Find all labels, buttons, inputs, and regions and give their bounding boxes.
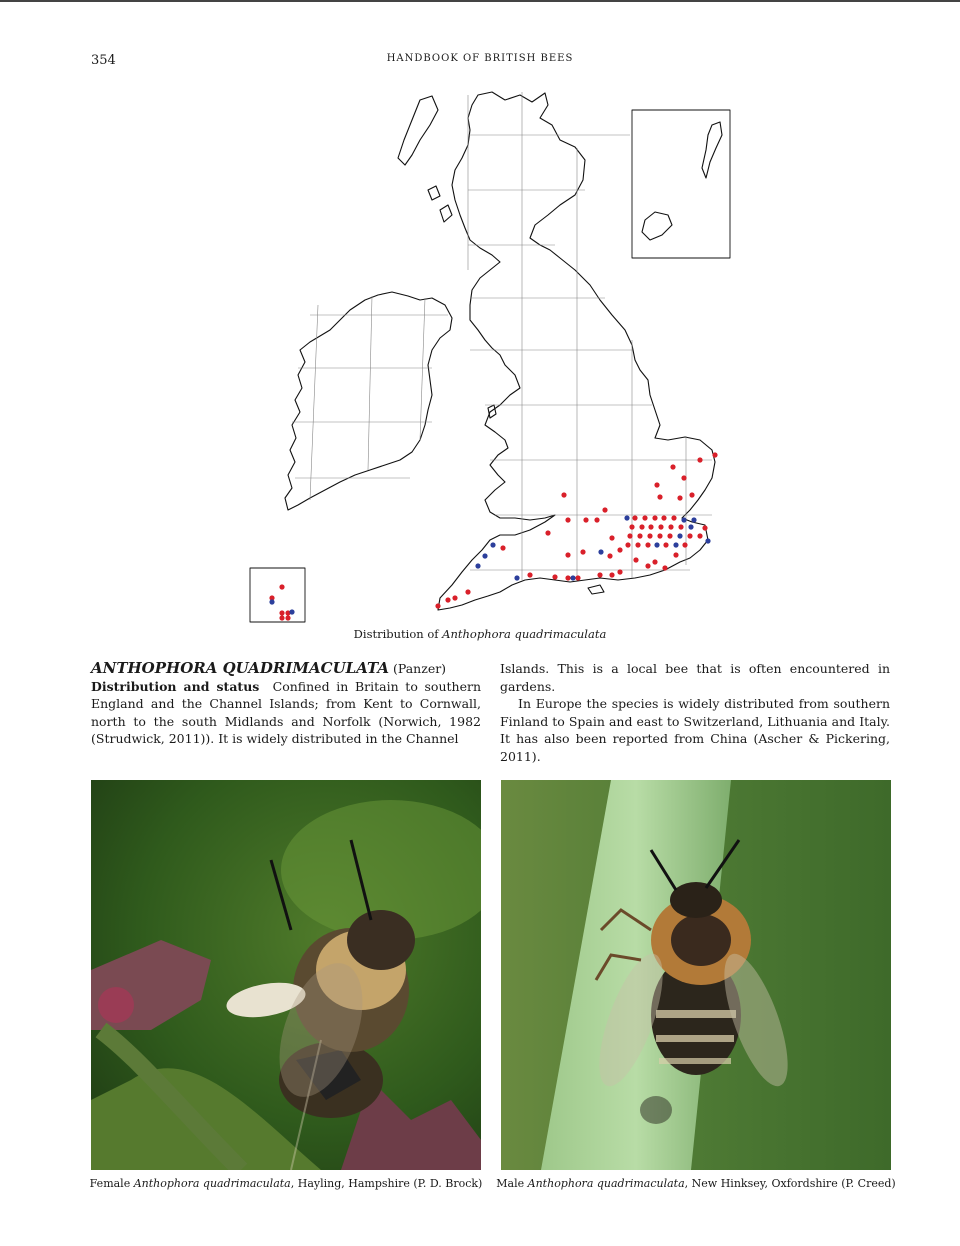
record-dot xyxy=(269,599,274,604)
species-name: ANTHOPHORA QUADRIMACULATA xyxy=(91,659,390,677)
record-dot xyxy=(702,525,707,530)
record-dot xyxy=(565,552,570,557)
record-dots xyxy=(269,452,717,620)
record-dot xyxy=(637,533,642,538)
record-dot xyxy=(681,475,686,480)
map-caption: Distribution of Anthophora quadrimaculata xyxy=(353,627,607,641)
record-dot xyxy=(712,452,717,457)
record-dot xyxy=(597,572,602,577)
paragraph: In Europe the species is widely distributed from southern Finland to Spain and east to Switzerland, Lithuania and Italy. It has also been reported from China (Ascher & Pickering, 2011). xyxy=(500,696,890,764)
record-dot xyxy=(617,569,622,574)
record-dot xyxy=(452,595,457,600)
record-dot xyxy=(691,517,696,522)
record-dot xyxy=(279,610,284,615)
record-dot xyxy=(279,584,284,589)
section-heading: Distribution and status xyxy=(91,678,260,694)
record-dot xyxy=(580,549,585,554)
record-dot xyxy=(565,575,570,580)
text-column-left xyxy=(91,660,481,748)
record-dot xyxy=(594,517,599,522)
record-dot xyxy=(552,574,557,579)
record-dot xyxy=(673,542,678,547)
record-dot xyxy=(642,515,647,520)
record-dot xyxy=(668,524,673,529)
record-dot xyxy=(527,572,532,577)
species-heading xyxy=(91,660,481,678)
records-red xyxy=(269,452,717,620)
record-dot xyxy=(607,553,612,558)
record-dot xyxy=(645,563,650,568)
photo-female-bee xyxy=(91,780,481,1170)
record-dot xyxy=(575,575,580,580)
text-column-right xyxy=(500,660,890,765)
record-dot xyxy=(285,615,290,620)
record-dot xyxy=(633,557,638,562)
record-dot xyxy=(652,515,657,520)
record-dot xyxy=(657,494,662,499)
top-rule xyxy=(0,0,960,2)
record-dot xyxy=(682,542,687,547)
record-dot xyxy=(677,495,682,500)
record-dot xyxy=(445,597,450,602)
hebrides-outline xyxy=(398,96,438,165)
page-number: 354 xyxy=(91,53,116,68)
paragraph: Islands. This is a local bee that is often encountered in gardens. xyxy=(500,661,890,694)
record-dot xyxy=(681,517,686,522)
record-dot xyxy=(570,575,575,580)
paragraph: Distribution and status Confined in Britain to southern England and the Channel Islands; from Kent to Cornwall, north to the south Midlands and Norfolk (Norwich, 1982 (Strudwick, 2011)). It is widely distributed in the Channel xyxy=(91,678,481,746)
photo-caption-female: Female Anthophora quadrimaculata, Hayling, Hampshire (P. D. Brock) xyxy=(89,1177,483,1190)
record-dot xyxy=(627,533,632,538)
record-dot xyxy=(545,530,550,535)
records-blue xyxy=(269,515,710,614)
record-dot xyxy=(565,517,570,522)
record-dot xyxy=(697,457,702,462)
record-dot xyxy=(678,524,683,529)
record-dot xyxy=(662,565,667,570)
record-dot xyxy=(645,542,650,547)
record-dot xyxy=(561,492,566,497)
record-dot xyxy=(289,609,294,614)
record-dot xyxy=(705,538,710,543)
record-dot xyxy=(482,553,487,558)
photo-male-bee xyxy=(501,780,891,1170)
record-dot xyxy=(629,524,634,529)
record-dot xyxy=(475,563,480,568)
shetland-outline xyxy=(702,122,722,178)
record-dot xyxy=(647,533,652,538)
distribution-map xyxy=(240,85,740,630)
record-dot xyxy=(435,603,440,608)
record-dot xyxy=(609,572,614,577)
great-britain-outline xyxy=(438,92,715,610)
record-dot xyxy=(602,507,607,512)
record-dot xyxy=(279,615,284,620)
record-dot xyxy=(583,517,588,522)
map-grid xyxy=(292,92,712,580)
record-dot xyxy=(625,542,630,547)
record-dot xyxy=(598,549,603,554)
isle-of-wight-outline xyxy=(588,585,604,594)
record-dot xyxy=(689,492,694,497)
record-dot xyxy=(500,545,505,550)
record-dot xyxy=(639,524,644,529)
record-dot xyxy=(670,464,675,469)
running-head: HANDBOOK OF BRITISH BEES xyxy=(386,53,574,64)
record-dot xyxy=(609,535,614,540)
record-dot xyxy=(632,515,637,520)
record-dot xyxy=(635,542,640,547)
record-dot xyxy=(687,533,692,538)
ireland-outline xyxy=(285,292,452,510)
record-dot xyxy=(667,533,672,538)
isle-of-man-outline xyxy=(488,405,496,418)
record-dot xyxy=(673,552,678,557)
record-dot xyxy=(465,589,470,594)
record-dot xyxy=(657,533,662,538)
record-dot xyxy=(648,524,653,529)
record-dot xyxy=(671,515,676,520)
record-dot xyxy=(617,547,622,552)
record-dot xyxy=(652,559,657,564)
record-dot xyxy=(624,515,629,520)
record-dot xyxy=(663,542,668,547)
record-dot xyxy=(688,524,693,529)
record-dot xyxy=(697,533,702,538)
record-dot xyxy=(658,524,663,529)
record-dot xyxy=(677,533,682,538)
record-dot xyxy=(490,542,495,547)
record-dot xyxy=(661,515,666,520)
orkney-outline xyxy=(642,212,672,240)
record-dot xyxy=(654,542,659,547)
photo-caption-male: Male Anthophora quadrimaculata, New Hinksey, Oxfordshire (P. Creed) xyxy=(496,1177,896,1190)
record-dot xyxy=(654,482,659,487)
species-authority: (Panzer) xyxy=(393,661,447,676)
record-dot xyxy=(514,575,519,580)
